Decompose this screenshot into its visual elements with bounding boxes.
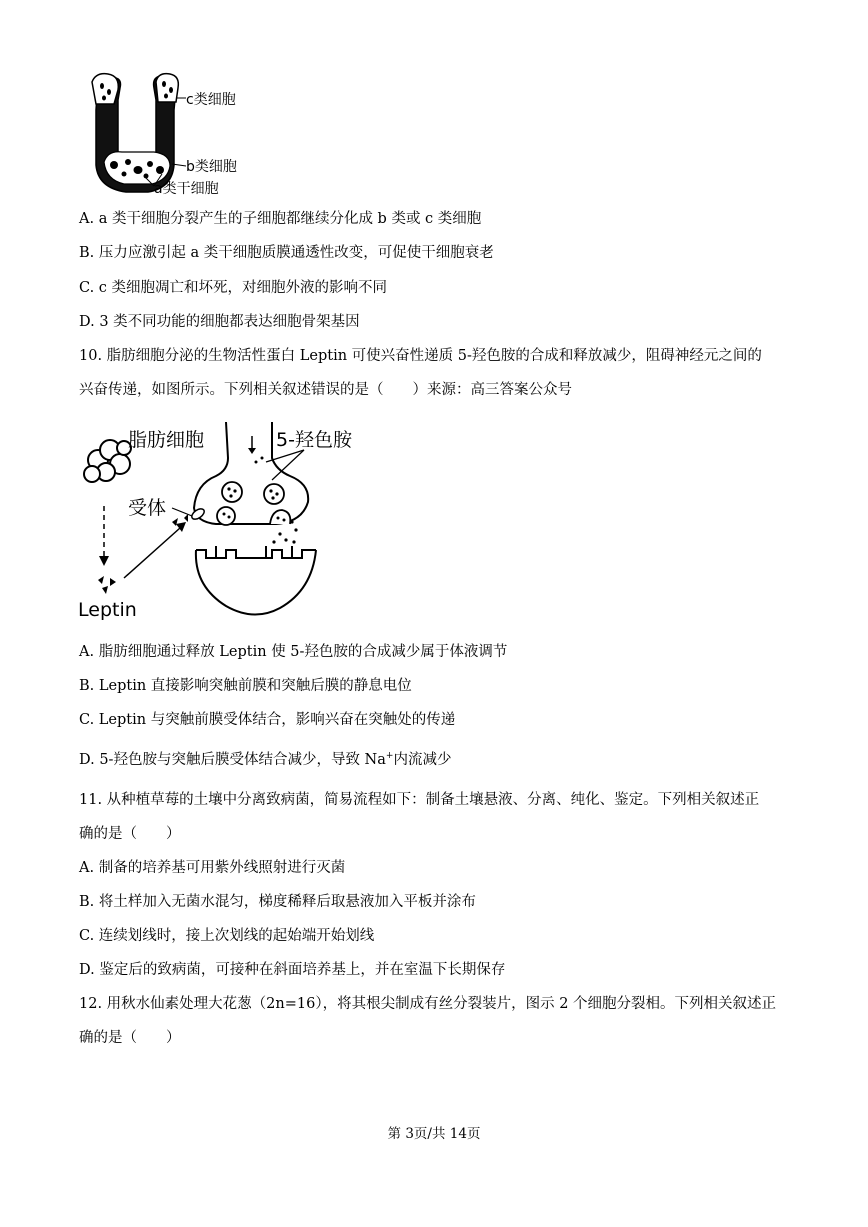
q9-option-a: A. a 类干细胞分裂产生的子细胞都继续分化成 b 类或 c 类细胞: [79, 211, 482, 227]
q9-option-c: C. c 类细胞凋亡和坏死，对细胞外液的影响不同: [79, 280, 388, 296]
q9-option-b: B. 压力应激引起 a 类干细胞质膜通透性改变，可促使干细胞衰老: [79, 245, 494, 261]
q10-option-b: B. Leptin 直接影响突触前膜和突触后膜的静息电位: [79, 678, 412, 694]
page-footer: 第 3页/共 14页: [387, 1126, 481, 1142]
q10-option-a: A. 脂肪细胞通过释放 Leptin 使 5-羟色胺的合成减少属于体液调节: [79, 644, 508, 660]
label-c-cells: c类细胞: [186, 92, 236, 108]
q11-option-b: B. 将土样加入无菌水混匀，梯度稀释后取悬液加入平板并涂布: [79, 894, 476, 910]
label-fat-cell: 脂肪细胞: [128, 429, 205, 451]
q10-option-c: C. Leptin 与突触前膜受体结合，影响兴奋在突触处的传递: [79, 712, 456, 728]
label-a-cells: a类干细胞: [154, 181, 219, 197]
q10-stem-line2: 兴奋传递，如图所示。下列相关叙述错误的是（ ）来源：高三答案公众号: [79, 382, 572, 398]
fat-cell-icon: [84, 440, 131, 482]
synapse-diagram: [76, 418, 376, 628]
q10-option-d-text: D. 5-羟色胺与突触后膜受体结合减少，导致 Na: [79, 752, 386, 768]
crypt-diagram: [78, 70, 338, 200]
q11-stem-line2: 确的是（ ）: [79, 826, 181, 842]
q11-stem-line1: 11. 从种植草莓的土壤中分离致病菌，简易流程如下：制备土壤悬液、分离、纯化、鉴定。下列相关叙述正: [79, 792, 760, 808]
q9-option-d: D. 3 类不同功能的细胞都表达细胞骨架基因: [79, 314, 360, 330]
q11-option-d: D. 鉴定后的致病菌，可接种在斜面培养基上，并在室温下长期保存: [79, 962, 506, 978]
na-charge: +: [385, 751, 394, 762]
q12-stem-line2: 确的是（ ）: [79, 1030, 181, 1046]
label-leptin: Leptin: [78, 599, 137, 621]
q11-option-a: A. 制备的培养基可用紫外线照射进行灭菌: [79, 860, 346, 876]
q11-option-c: C. 连续划线时，接上次划线的起始端开始划线: [79, 928, 375, 944]
q10-option-d-tail: 内流减少: [393, 752, 452, 768]
label-b-cells: b类细胞: [186, 159, 237, 175]
q12-stem-line1: 12. 用秋水仙素处理大花葱（2n=16），将其根尖制成有丝分裂装片，图示 2 个细胞分裂相。下列相关叙述正: [79, 996, 777, 1012]
label-receptor: 受体: [128, 497, 167, 519]
q10-stem-line1: 10. 脂肪细胞分泌的生物活性蛋白 Leptin 可使兴奋性递质 5-羟色胺的合成和释放减少，阻碍神经元之间的: [79, 348, 762, 364]
q10-option-d: [79, 750, 451, 770]
label-5-ht: 5-羟色胺: [276, 429, 352, 451]
